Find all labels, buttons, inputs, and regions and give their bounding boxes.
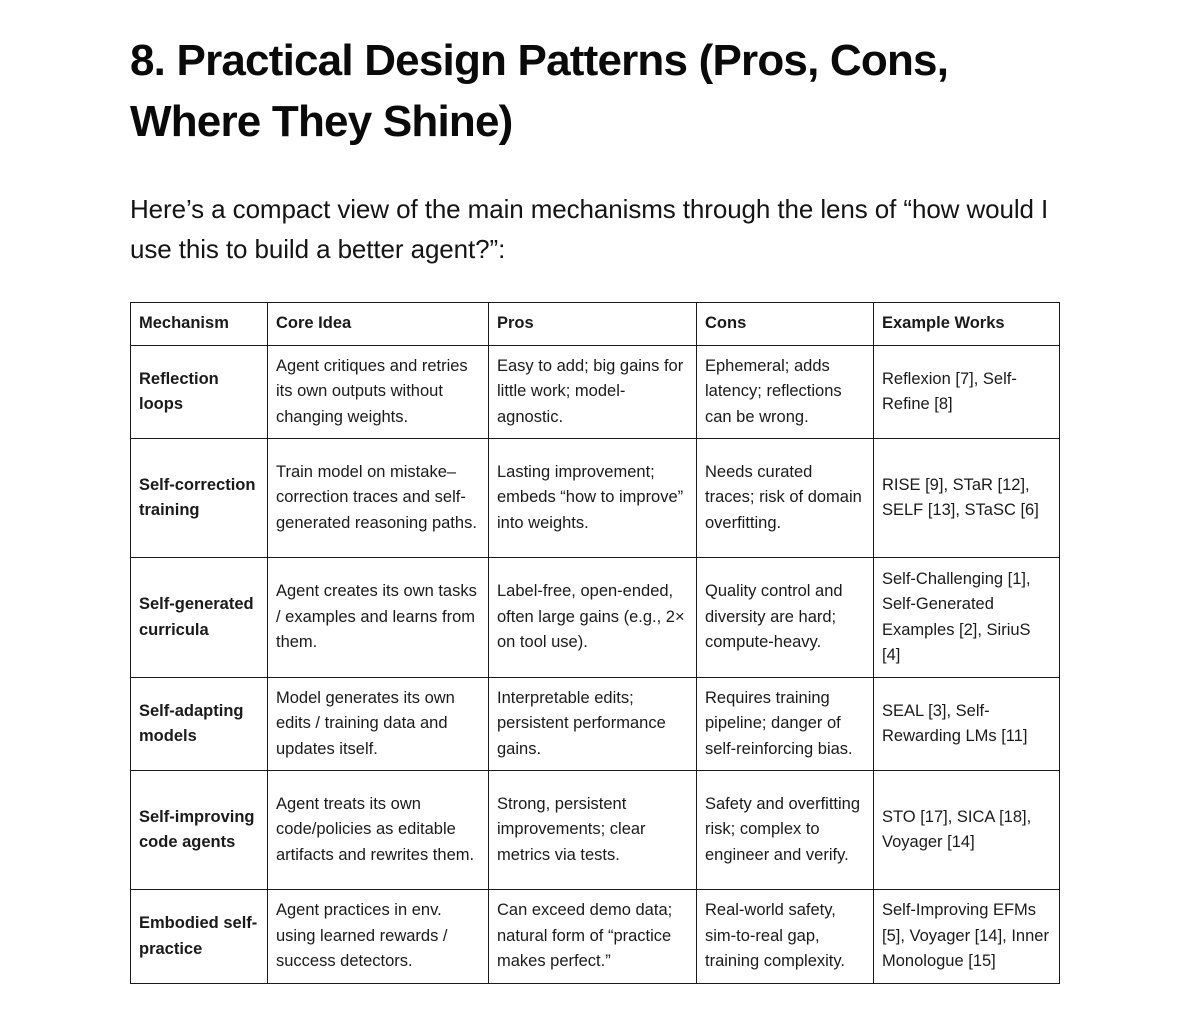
core-idea-cell: Agent practices in env. using learned rewards / success detectors. <box>268 890 489 984</box>
section-heading: 8. Practical Design Patterns (Pros, Cons, Where They Shine) <box>130 36 949 146</box>
table-row <box>131 771 1060 890</box>
core-idea-cell: Agent creates its own tasks / examples and learns from them. <box>268 558 489 678</box>
examples-cell: STO [17], SICA [18], Voyager [14] <box>874 771 1060 890</box>
cons-cell: Needs curated traces; risk of domain overfitting. <box>697 439 874 558</box>
table-row <box>131 558 1060 678</box>
mechanism-cell: Reflection loops <box>131 346 268 439</box>
cons-cell: Real-world safety, sim-to-real gap, training complexity. <box>697 890 874 984</box>
cons-cell: Requires training pipeline; danger of self-reinforcing bias. <box>697 678 874 771</box>
pros-cell: Strong, persistent improvements; clear metrics via tests. <box>489 771 697 890</box>
table-header-row <box>131 303 1060 346</box>
table-row <box>131 439 1060 558</box>
examples-cell: Reflexion [7], Self-Refine [8] <box>874 346 1060 439</box>
core-idea-cell: Train model on mistake–correction traces and self-generated reasoning paths. <box>268 439 489 558</box>
column-header-mechanism: Mechanism <box>131 303 268 346</box>
examples-cell: Self-Improving EFMs [5], Voyager [14], Inner Monologue [15] <box>874 890 1060 984</box>
column-header-core-idea: Core Idea <box>268 303 489 346</box>
examples-cell: SEAL [3], Self-Rewarding LMs [11] <box>874 678 1060 771</box>
examples-cell: RISE [9], STaR [12], SELF [13], STaSC [6] <box>874 439 1060 558</box>
pros-cell: Label-free, open-ended, often large gains (e.g., 2× on tool use). <box>489 558 697 678</box>
design-patterns-table <box>130 302 1060 984</box>
examples-cell: Self-Challenging [1], Self-Generated Examples [2], SiriuS [4] <box>874 558 1060 678</box>
pros-cell: Can exceed demo data; natural form of “practice makes perfect.” <box>489 890 697 984</box>
pros-cell: Easy to add; big gains for little work; model-agnostic. <box>489 346 697 439</box>
pros-cell: Lasting improvement; embeds “how to improve” into weights. <box>489 439 697 558</box>
cons-cell: Ephemeral; adds latency; reflections can be wrong. <box>697 346 874 439</box>
intro-paragraph: Here’s a compact view of the main mechanisms through the lens of “how would I use this to build a better agent?”: <box>130 194 1049 264</box>
mechanism-cell: Embodied self-practice <box>131 890 268 984</box>
article-section <box>130 30 1070 971</box>
table-row <box>131 346 1060 439</box>
table-row <box>131 678 1060 771</box>
mechanism-cell: Self-correction training <box>131 439 268 558</box>
mechanism-cell: Self-improving code agents <box>131 771 268 890</box>
pros-cell: Interpretable edits; persistent performance gains. <box>489 678 697 771</box>
core-idea-cell: Model generates its own edits / training data and updates itself. <box>268 678 489 771</box>
column-header-pros: Pros <box>489 303 697 346</box>
core-idea-cell: Agent treats its own code/policies as editable artifacts and rewrites them. <box>268 771 489 890</box>
mechanism-cell: Self-generated curricula <box>131 558 268 678</box>
cons-cell: Safety and overfitting risk; complex to engineer and verify. <box>697 771 874 890</box>
column-header-example-works: Example Works <box>874 303 1060 346</box>
table-row <box>131 890 1060 984</box>
core-idea-cell: Agent critiques and retries its own outputs without changing weights. <box>268 346 489 439</box>
cons-cell: Quality control and diversity are hard; compute-heavy. <box>697 558 874 678</box>
mechanism-cell: Self-adapting models <box>131 678 268 771</box>
column-header-cons: Cons <box>697 303 874 346</box>
